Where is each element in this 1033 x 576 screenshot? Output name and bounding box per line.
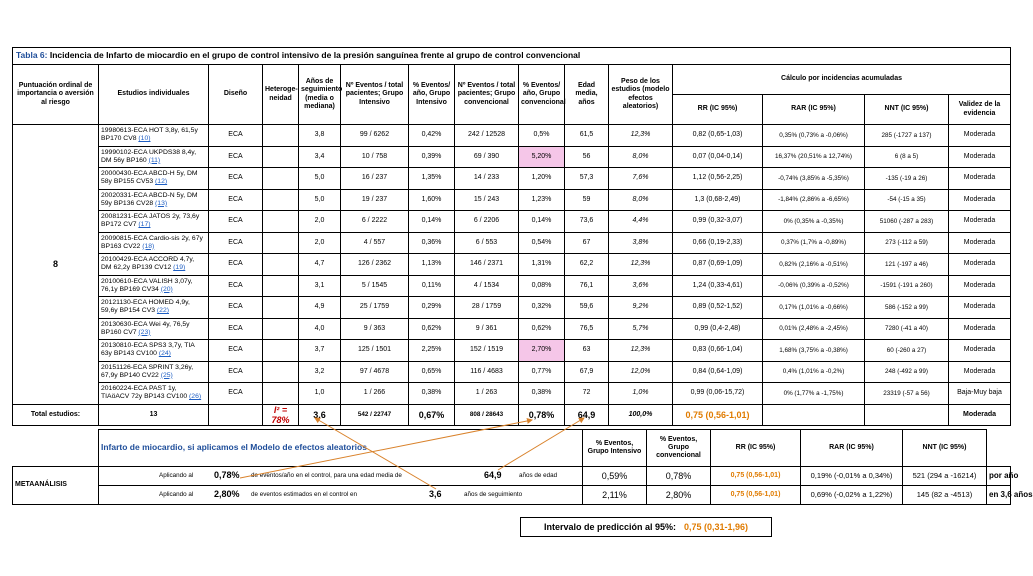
pct-conventional: 0,14% bbox=[519, 211, 565, 233]
events-conventional: 1 / 263 bbox=[455, 383, 519, 405]
validity: Moderada bbox=[949, 361, 1011, 383]
meta-r2-rar: 0,69% (-0,02% a 1,22%) bbox=[801, 486, 903, 505]
weight: 1,0% bbox=[609, 383, 673, 405]
nnt: 6 (8 a 5) bbox=[865, 146, 949, 168]
events-intensive: 25 / 1759 bbox=[341, 297, 409, 319]
mean-age: 59 bbox=[565, 189, 609, 211]
years: 4,0 bbox=[299, 318, 341, 340]
validity: Moderada bbox=[949, 211, 1011, 233]
weight: 4,4% bbox=[609, 211, 673, 233]
prediction-value: 0,75 (0,31-1,96) bbox=[684, 522, 749, 532]
weight: 12,3% bbox=[609, 125, 673, 147]
events-intensive: 5 / 1545 bbox=[341, 275, 409, 297]
rr: 0,99 (0,32-3,07) bbox=[673, 211, 763, 233]
mean-age: 61,5 bbox=[565, 125, 609, 147]
rr: 0,66 (0,19-2,33) bbox=[673, 232, 763, 254]
weight: 8,0% bbox=[609, 189, 673, 211]
study-reference-link[interactable]: (17) bbox=[138, 221, 151, 229]
rr: 0,84 (0,64-1,09) bbox=[673, 361, 763, 383]
validity: Moderada bbox=[949, 232, 1011, 254]
header-pct-conventional: % Eventos/ año, Grupo convencional bbox=[519, 65, 565, 125]
rr: 0,99 (0,06-15,72) bbox=[673, 383, 763, 405]
years: 2,0 bbox=[299, 232, 341, 254]
design: ECA bbox=[209, 383, 263, 405]
totals-pct-conventional: 0,78% bbox=[519, 404, 565, 426]
mean-age: 72 bbox=[565, 383, 609, 405]
nnt: 121 (-197 a 46) bbox=[865, 254, 949, 276]
years: 3,8 bbox=[299, 125, 341, 147]
years: 3,1 bbox=[299, 275, 341, 297]
study-name: 20090815-ECA Cardio-sis 2y, 67y BP163 CV22 (18) bbox=[99, 232, 209, 254]
meta-r2-apply: Aplicando al bbox=[159, 491, 194, 498]
study-name: 20100429-ECA ACCORD 4,7y, DM 62,2y BP139 CV12 (19) bbox=[99, 254, 209, 276]
study-name: 20020331-ECA ABCD-N 5y, DM 59y BP136 CV28 (13) bbox=[99, 189, 209, 211]
meta-r1-pct-intensive: 0,59% bbox=[583, 467, 647, 486]
years: 3,4 bbox=[299, 146, 341, 168]
design: ECA bbox=[209, 125, 263, 147]
meta-header-nnt: NNT (IC 95%) bbox=[903, 430, 987, 467]
rar: 0% (1,77% a -1,75%) bbox=[763, 383, 865, 405]
rr: 1,24 (0,33-4,61) bbox=[673, 275, 763, 297]
rr: 0,07 (0,04-0,14) bbox=[673, 146, 763, 168]
weight: 3,8% bbox=[609, 232, 673, 254]
rr: 0,89 (0,52-1,52) bbox=[673, 297, 763, 319]
pct-intensive: 2,25% bbox=[409, 340, 455, 362]
events-intensive: 4 / 557 bbox=[341, 232, 409, 254]
mean-age: 62,2 bbox=[565, 254, 609, 276]
study-name: 20130630-ECA Wei 4y, 76,5y BP160 CV7 (23) bbox=[99, 318, 209, 340]
i2-value: I² = 78% bbox=[263, 404, 299, 426]
prediction-label: Intervalo de predicción al 95%: bbox=[543, 522, 676, 532]
study-name: 20100610-ECA VALISH 3,07y, 76,1y BP169 CV34 (20) bbox=[99, 275, 209, 297]
meta-r1-rr: 0,75 (0,56-1,01) bbox=[711, 467, 801, 486]
events-conventional: 146 / 2371 bbox=[455, 254, 519, 276]
design: ECA bbox=[209, 275, 263, 297]
pct-intensive: 0,11% bbox=[409, 275, 455, 297]
mean-age: 73,6 bbox=[565, 211, 609, 233]
pct-intensive: 0,29% bbox=[409, 297, 455, 319]
nnt: -1591 (-191 a 260) bbox=[865, 275, 949, 297]
events-conventional: 14 / 233 bbox=[455, 168, 519, 190]
meta-label: METAANÁLISIS bbox=[13, 467, 99, 505]
design: ECA bbox=[209, 189, 263, 211]
events-intensive: 6 / 2222 bbox=[341, 211, 409, 233]
design: ECA bbox=[209, 168, 263, 190]
study-reference-link[interactable]: (13) bbox=[155, 199, 168, 207]
header-age: Edad media, años bbox=[565, 65, 609, 125]
header-design: Diseño bbox=[209, 65, 263, 125]
meta-r2-period: en 3,6 años bbox=[987, 486, 1011, 505]
nnt: 51060 (-287 a 283) bbox=[865, 211, 949, 233]
rar: -1,84% (2,86% a -6,65%) bbox=[763, 189, 865, 211]
table-title: Tabla 6: Incidencia de Infarto de miocardio en el grupo de control intensivo de la presión sanguínea frente al grupo de control convencional bbox=[13, 48, 1011, 65]
study-reference-link[interactable]: (11) bbox=[148, 156, 161, 164]
totals-age: 64,9 bbox=[565, 404, 609, 426]
nnt: 248 (-492 a 99) bbox=[865, 361, 949, 383]
weight: 3,6% bbox=[609, 275, 673, 297]
meta-r2-pct-conventional: 2,80% bbox=[647, 486, 711, 505]
totals-events-conventional: 808 / 28643 bbox=[455, 404, 519, 426]
header-weight: Peso de los estudios (modelo efectos aleatorios) bbox=[609, 65, 673, 125]
weight: 12,0% bbox=[609, 361, 673, 383]
header-validity: Validez de la evidencia bbox=[949, 95, 1011, 125]
meta-r2-unit: años de seguimiento bbox=[464, 491, 523, 498]
arrow-rate-to-pct-conventional bbox=[240, 420, 532, 478]
meta-r1-unit: años de edad bbox=[519, 472, 558, 479]
nnt: 273 (-112 a 59) bbox=[865, 232, 949, 254]
meta-r2-years: 3,6 bbox=[429, 489, 442, 499]
events-intensive: 19 / 237 bbox=[341, 189, 409, 211]
study-reference-link[interactable]: (10) bbox=[138, 135, 151, 143]
totals-rr: 0,75 (0,56-1,01) bbox=[673, 404, 763, 426]
events-intensive: 1 / 266 bbox=[341, 383, 409, 405]
events-conventional: 6 / 553 bbox=[455, 232, 519, 254]
events-conventional: 28 / 1759 bbox=[455, 297, 519, 319]
pct-intensive: 0,39% bbox=[409, 146, 455, 168]
totals-weight: 100,0% bbox=[609, 404, 673, 426]
rr: 0,82 (0,65-1,03) bbox=[673, 125, 763, 147]
mean-age: 57,3 bbox=[565, 168, 609, 190]
totals-events-intensive: 542 / 22747 bbox=[341, 404, 409, 426]
nnt: 23319 (-57 a 56) bbox=[865, 383, 949, 405]
study-name: 20121130-ECA HOMED 4,9y, 59,6y BP154 CV3 (22) bbox=[99, 297, 209, 319]
arrow-age-to-total-age bbox=[498, 418, 584, 470]
validity: Baja-Muy baja bbox=[949, 383, 1011, 405]
study-reference-link[interactable]: (22) bbox=[156, 307, 170, 315]
mean-age: 67 bbox=[565, 232, 609, 254]
score-value: 8 bbox=[13, 125, 99, 405]
rar: -0,74% (3,85% a -5,35%) bbox=[763, 168, 865, 190]
pct-conventional: 1,31% bbox=[519, 254, 565, 276]
rar: 16,37% (20,51% a 12,74%) bbox=[763, 146, 865, 168]
rar: 0,35% (0,73% a -0,06%) bbox=[763, 125, 865, 147]
events-intensive: 10 / 758 bbox=[341, 146, 409, 168]
events-conventional: 69 / 390 bbox=[455, 146, 519, 168]
pct-conventional: 0,54% bbox=[519, 232, 565, 254]
study-name: 20130810-ECA SPS3 3,7y, TIA 63y BP143 CV100 (24) bbox=[99, 340, 209, 362]
design: ECA bbox=[209, 254, 263, 276]
header-pct-intensive: % Eventos/ año, Grupo Intensivo bbox=[409, 65, 455, 125]
events-intensive: 126 / 2362 bbox=[341, 254, 409, 276]
header-nnt: NNT (IC 95%) bbox=[865, 95, 949, 125]
study-name: 20151126-ECA SPRINT 3,26y, 67,9y BP140 CV22 (25) bbox=[99, 361, 209, 383]
validity: Moderada bbox=[949, 340, 1011, 362]
mean-age: 67,9 bbox=[565, 361, 609, 383]
study-reference-link[interactable]: (23) bbox=[138, 328, 151, 336]
validity: Moderada bbox=[949, 254, 1011, 276]
nnt: 7280 (-41 a 40) bbox=[865, 318, 949, 340]
mean-age: 76,1 bbox=[565, 275, 609, 297]
validity: Moderada bbox=[949, 168, 1011, 190]
rar: 0,82% (2,16% a -0,51%) bbox=[763, 254, 865, 276]
meta-r1-rar: 0,19% (-0,01% a 0,34%) bbox=[801, 467, 903, 486]
pct-conventional: 0,62% bbox=[519, 318, 565, 340]
header-heterogeneity: Heteroge-neidad bbox=[263, 65, 299, 125]
study-reference-link[interactable]: (25) bbox=[160, 371, 173, 379]
years: 5,0 bbox=[299, 168, 341, 190]
pct-conventional: 0,32% bbox=[519, 297, 565, 319]
meta-header-pct-conventional: % Eventos, Grupo convencional bbox=[647, 430, 711, 467]
header-studies: Estudios individuales bbox=[99, 65, 209, 125]
meta-r1-age: 64,9 bbox=[484, 470, 502, 480]
design: ECA bbox=[209, 361, 263, 383]
rr: 1,12 (0,56-2,25) bbox=[673, 168, 763, 190]
header-years: Años de seguimiento (media o mediana) bbox=[299, 65, 341, 125]
study-name: 20000430-ECA ABCD-H 5y, DM 58y BP155 CV53 (12) bbox=[99, 168, 209, 190]
rr: 0,87 (0,69-1,09) bbox=[673, 254, 763, 276]
meta-header-rr: RR (IC 95%) bbox=[711, 430, 801, 467]
events-intensive: 97 / 4678 bbox=[341, 361, 409, 383]
meta-r2-rate: 2,80% bbox=[214, 489, 240, 499]
events-conventional: 116 / 4683 bbox=[455, 361, 519, 383]
pct-conventional: 5,20% bbox=[519, 146, 565, 168]
pct-conventional: 0,5% bbox=[519, 125, 565, 147]
totals-validity: Moderada bbox=[949, 404, 1011, 426]
rar: -0,06% (0,39% a -0,52%) bbox=[763, 275, 865, 297]
meta-r2-pct-intensive: 2,11% bbox=[583, 486, 647, 505]
mean-age: 63 bbox=[565, 340, 609, 362]
design: ECA bbox=[209, 146, 263, 168]
pct-intensive: 0,65% bbox=[409, 361, 455, 383]
design: ECA bbox=[209, 340, 263, 362]
events-conventional: 6 / 2206 bbox=[455, 211, 519, 233]
events-conventional: 152 / 1519 bbox=[455, 340, 519, 362]
design: ECA bbox=[209, 318, 263, 340]
weight: 12,3% bbox=[609, 340, 673, 362]
validity: Moderada bbox=[949, 297, 1011, 319]
pct-conventional: 1,20% bbox=[519, 168, 565, 190]
arrow-years-to-total-years bbox=[315, 418, 436, 489]
nnt: 285 (-1727 a 137) bbox=[865, 125, 949, 147]
pct-conventional: 2,70% bbox=[519, 340, 565, 362]
years: 4,9 bbox=[299, 297, 341, 319]
years: 2,0 bbox=[299, 211, 341, 233]
meta-r1-nnt: 521 (294 a -16214) bbox=[903, 467, 987, 486]
nnt: -135 (-19 a 26) bbox=[865, 168, 949, 190]
rar: 0,01% (2,48% a -2,45%) bbox=[763, 318, 865, 340]
validity: Moderada bbox=[949, 146, 1011, 168]
rr: 0,99 (0,4-2,48) bbox=[673, 318, 763, 340]
pct-intensive: 1,13% bbox=[409, 254, 455, 276]
pct-intensive: 0,36% bbox=[409, 232, 455, 254]
events-intensive: 16 / 237 bbox=[341, 168, 409, 190]
design: ECA bbox=[209, 297, 263, 319]
header-score: Puntuación ordinal de importancia o aversión al riesgo bbox=[13, 65, 99, 125]
study-reference-link[interactable]: (18) bbox=[142, 242, 155, 250]
pct-intensive: 0,38% bbox=[409, 383, 455, 405]
years: 3,7 bbox=[299, 340, 341, 362]
validity: Moderada bbox=[949, 275, 1011, 297]
validity: Moderada bbox=[949, 125, 1011, 147]
pct-conventional: 1,23% bbox=[519, 189, 565, 211]
pct-intensive: 0,62% bbox=[409, 318, 455, 340]
meta-r1-apply: Aplicando al bbox=[159, 472, 194, 479]
study-reference-link[interactable]: (24) bbox=[158, 350, 171, 358]
pct-conventional: 0,38% bbox=[519, 383, 565, 405]
weight: 7,6% bbox=[609, 168, 673, 190]
study-reference-link[interactable]: (12) bbox=[155, 178, 168, 186]
meta-r2-rr: 0,75 (0,56-1,01) bbox=[711, 486, 801, 505]
pct-intensive: 0,14% bbox=[409, 211, 455, 233]
study-reference-link[interactable]: (19) bbox=[173, 264, 186, 272]
events-intensive: 99 / 6262 bbox=[341, 125, 409, 147]
validity: Moderada bbox=[949, 189, 1011, 211]
years: 5,0 bbox=[299, 189, 341, 211]
meta-r2-text: de eventos estimados en el control en bbox=[251, 491, 358, 498]
rar: 0,37% (1,7% a -0,89%) bbox=[763, 232, 865, 254]
totals-label: Total estudios: bbox=[13, 404, 99, 426]
rar: 1,68% (3,75% a -0,38%) bbox=[763, 340, 865, 362]
years: 3,2 bbox=[299, 361, 341, 383]
meta-r1-pct-conventional: 0,78% bbox=[647, 467, 711, 486]
header-rar: RAR (IC 95%) bbox=[763, 95, 865, 125]
weight: 12,3% bbox=[609, 254, 673, 276]
header-events-intensive: Nº Eventos / total pacientes; Grupo Intensivo bbox=[341, 65, 409, 125]
nnt: 586 (-152 a 99) bbox=[865, 297, 949, 319]
meta-header-rar: RAR (IC 95%) bbox=[801, 430, 903, 467]
meta-heading: Infarto de miocardio, si aplicamos el Modelo de efectos aleatorios bbox=[99, 430, 583, 467]
weight: 5,7% bbox=[609, 318, 673, 340]
events-conventional: 15 / 243 bbox=[455, 189, 519, 211]
header-cumulative: Cálculo por incidencias acumuladas bbox=[673, 65, 1011, 95]
study-name: 20081231-ECA JATOS 2y, 73,6y BP172 CV7 (17) bbox=[99, 211, 209, 233]
years: 1,0 bbox=[299, 383, 341, 405]
header-events-conventional: Nº Eventos / total pacientes; Grupo convencional bbox=[455, 65, 519, 125]
pct-intensive: 0,42% bbox=[409, 125, 455, 147]
totals-count: 13 bbox=[99, 404, 209, 426]
study-name: 19980613-ECA HOT 3,8y, 61,5y BP170 CV8 (10) bbox=[99, 125, 209, 147]
mean-age: 76,5 bbox=[565, 318, 609, 340]
rar: 0,17% (1,01% a -0,66%) bbox=[763, 297, 865, 319]
design: ECA bbox=[209, 211, 263, 233]
rr: 1,3 (0,68-2,49) bbox=[673, 189, 763, 211]
rar: 0,4% (1,01% a -0,2%) bbox=[763, 361, 865, 383]
study-name: 19990102-ECA UKPDS38 8,4y, DM 56y BP160 (11) bbox=[99, 146, 209, 168]
validity: Moderada bbox=[949, 318, 1011, 340]
design: ECA bbox=[209, 232, 263, 254]
meta-r2-nnt: 145 (82 a -4513) bbox=[903, 486, 987, 505]
events-intensive: 9 / 363 bbox=[341, 318, 409, 340]
totals-years: 3,6 bbox=[299, 404, 341, 426]
pct-intensive: 1,35% bbox=[409, 168, 455, 190]
nnt: -54 (-15 a 35) bbox=[865, 189, 949, 211]
events-conventional: 242 / 12528 bbox=[455, 125, 519, 147]
events-intensive: 125 / 1501 bbox=[341, 340, 409, 362]
header-rr: RR (IC 95%) bbox=[673, 95, 763, 125]
mean-age: 56 bbox=[565, 146, 609, 168]
meta-r1-period: por año bbox=[987, 467, 1011, 486]
nnt: 60 (-260 a 27) bbox=[865, 340, 949, 362]
events-conventional: 4 / 1534 bbox=[455, 275, 519, 297]
weight: 9,2% bbox=[609, 297, 673, 319]
totals-pct-intensive: 0,67% bbox=[409, 404, 455, 426]
rar: 0% (0,35% a -0,35%) bbox=[763, 211, 865, 233]
pct-conventional: 0,77% bbox=[519, 361, 565, 383]
study-reference-link[interactable]: (20) bbox=[160, 285, 173, 293]
meta-r1-text: de eventos/año en el control, para una edad media de bbox=[251, 472, 402, 479]
pct-intensive: 1,60% bbox=[409, 189, 455, 211]
pct-conventional: 0,08% bbox=[519, 275, 565, 297]
meta-r1-rate: 0,78% bbox=[214, 470, 240, 480]
meta-header-pct-intensive: % Eventos, Grupo Intensivo bbox=[583, 430, 647, 467]
years: 4,7 bbox=[299, 254, 341, 276]
rr: 0,83 (0,66-1,04) bbox=[673, 340, 763, 362]
mean-age: 59,6 bbox=[565, 297, 609, 319]
events-conventional: 9 / 361 bbox=[455, 318, 519, 340]
weight: 8,0% bbox=[609, 146, 673, 168]
study-reference-link[interactable]: (26) bbox=[189, 393, 202, 401]
study-name: 20160224-ECA PAST 1y, TIAöACV 72y BP143 CV100 (26) bbox=[99, 383, 209, 405]
